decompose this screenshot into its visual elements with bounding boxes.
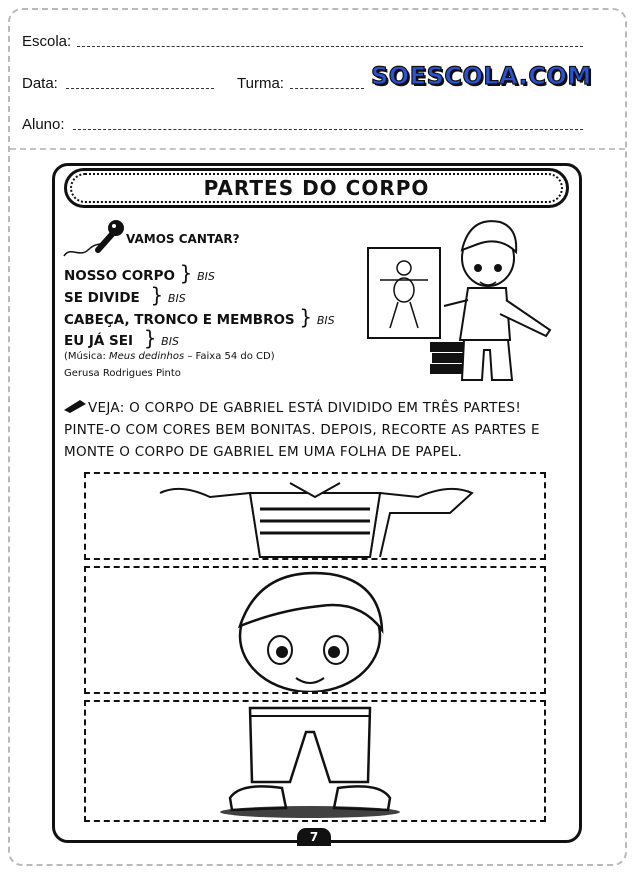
song-line-3 bbox=[64, 307, 335, 328]
instruction-line-2: PINTE-O COM CORES BEM BONITAS. DEPOIS, RECORTE AS PARTES E bbox=[64, 422, 540, 438]
worksheet-title: PARTES DO CORPO bbox=[203, 176, 430, 200]
class-label: Turma: bbox=[237, 75, 284, 92]
credit-title: Meus dedinhos bbox=[109, 351, 185, 362]
boy-with-drawing-illustration bbox=[360, 210, 575, 390]
brace-icon: } bbox=[150, 283, 164, 307]
sing-heading: VAMOS CANTAR? bbox=[126, 232, 240, 246]
song-line-4 bbox=[64, 328, 179, 349]
brace-icon: } bbox=[179, 261, 193, 285]
pencil-icon bbox=[62, 398, 88, 414]
song-line-1 bbox=[64, 263, 215, 284]
page-number: 7 bbox=[297, 828, 331, 846]
head-illustration bbox=[210, 570, 410, 692]
class-field[interactable] bbox=[290, 88, 364, 89]
date-field[interactable] bbox=[66, 88, 214, 89]
microphone-icon bbox=[60, 216, 126, 260]
song-line-text: SE DIVIDE bbox=[64, 290, 140, 306]
site-logo: SOESCOLA.COM bbox=[371, 62, 592, 90]
instruction-line-3: MONTE O CORPO DE GABRIEL EM UMA FOLHA DE PAPEL. bbox=[64, 444, 463, 460]
bis-label: BIS bbox=[161, 335, 179, 348]
date-label: Data: bbox=[22, 75, 58, 92]
song-line-text: CABEÇA, TRONCO E MEMBROS bbox=[64, 312, 295, 328]
school-label: Escola: bbox=[22, 33, 72, 50]
instruction-line-1: VEJA: O CORPO DE GABRIEL ESTÁ DIVIDIDO EM TRÊS PARTES! bbox=[88, 400, 522, 416]
brace-icon: } bbox=[143, 326, 157, 350]
bis-label: BIS bbox=[197, 270, 215, 283]
student-label: Aluno: bbox=[22, 116, 65, 133]
bis-label: BIS bbox=[316, 314, 335, 327]
song-line-2 bbox=[64, 285, 186, 306]
legs-illustration bbox=[210, 702, 410, 820]
torso-illustration bbox=[150, 473, 480, 559]
credit-prefix: (Música: bbox=[64, 351, 110, 362]
brace-icon: } bbox=[299, 305, 313, 329]
school-field[interactable] bbox=[77, 46, 583, 47]
credit-suffix: – Faixa 54 do CD) bbox=[184, 351, 275, 362]
student-field[interactable] bbox=[73, 129, 583, 130]
song-line-text: EU JÁ SEI bbox=[64, 333, 134, 349]
bis-label: BIS bbox=[167, 292, 186, 305]
song-author: Gerusa Rodrigues Pinto bbox=[64, 368, 181, 379]
header-separator bbox=[10, 148, 625, 150]
song-line-text: NOSSO CORPO bbox=[64, 268, 175, 284]
song-credit bbox=[64, 351, 275, 362]
